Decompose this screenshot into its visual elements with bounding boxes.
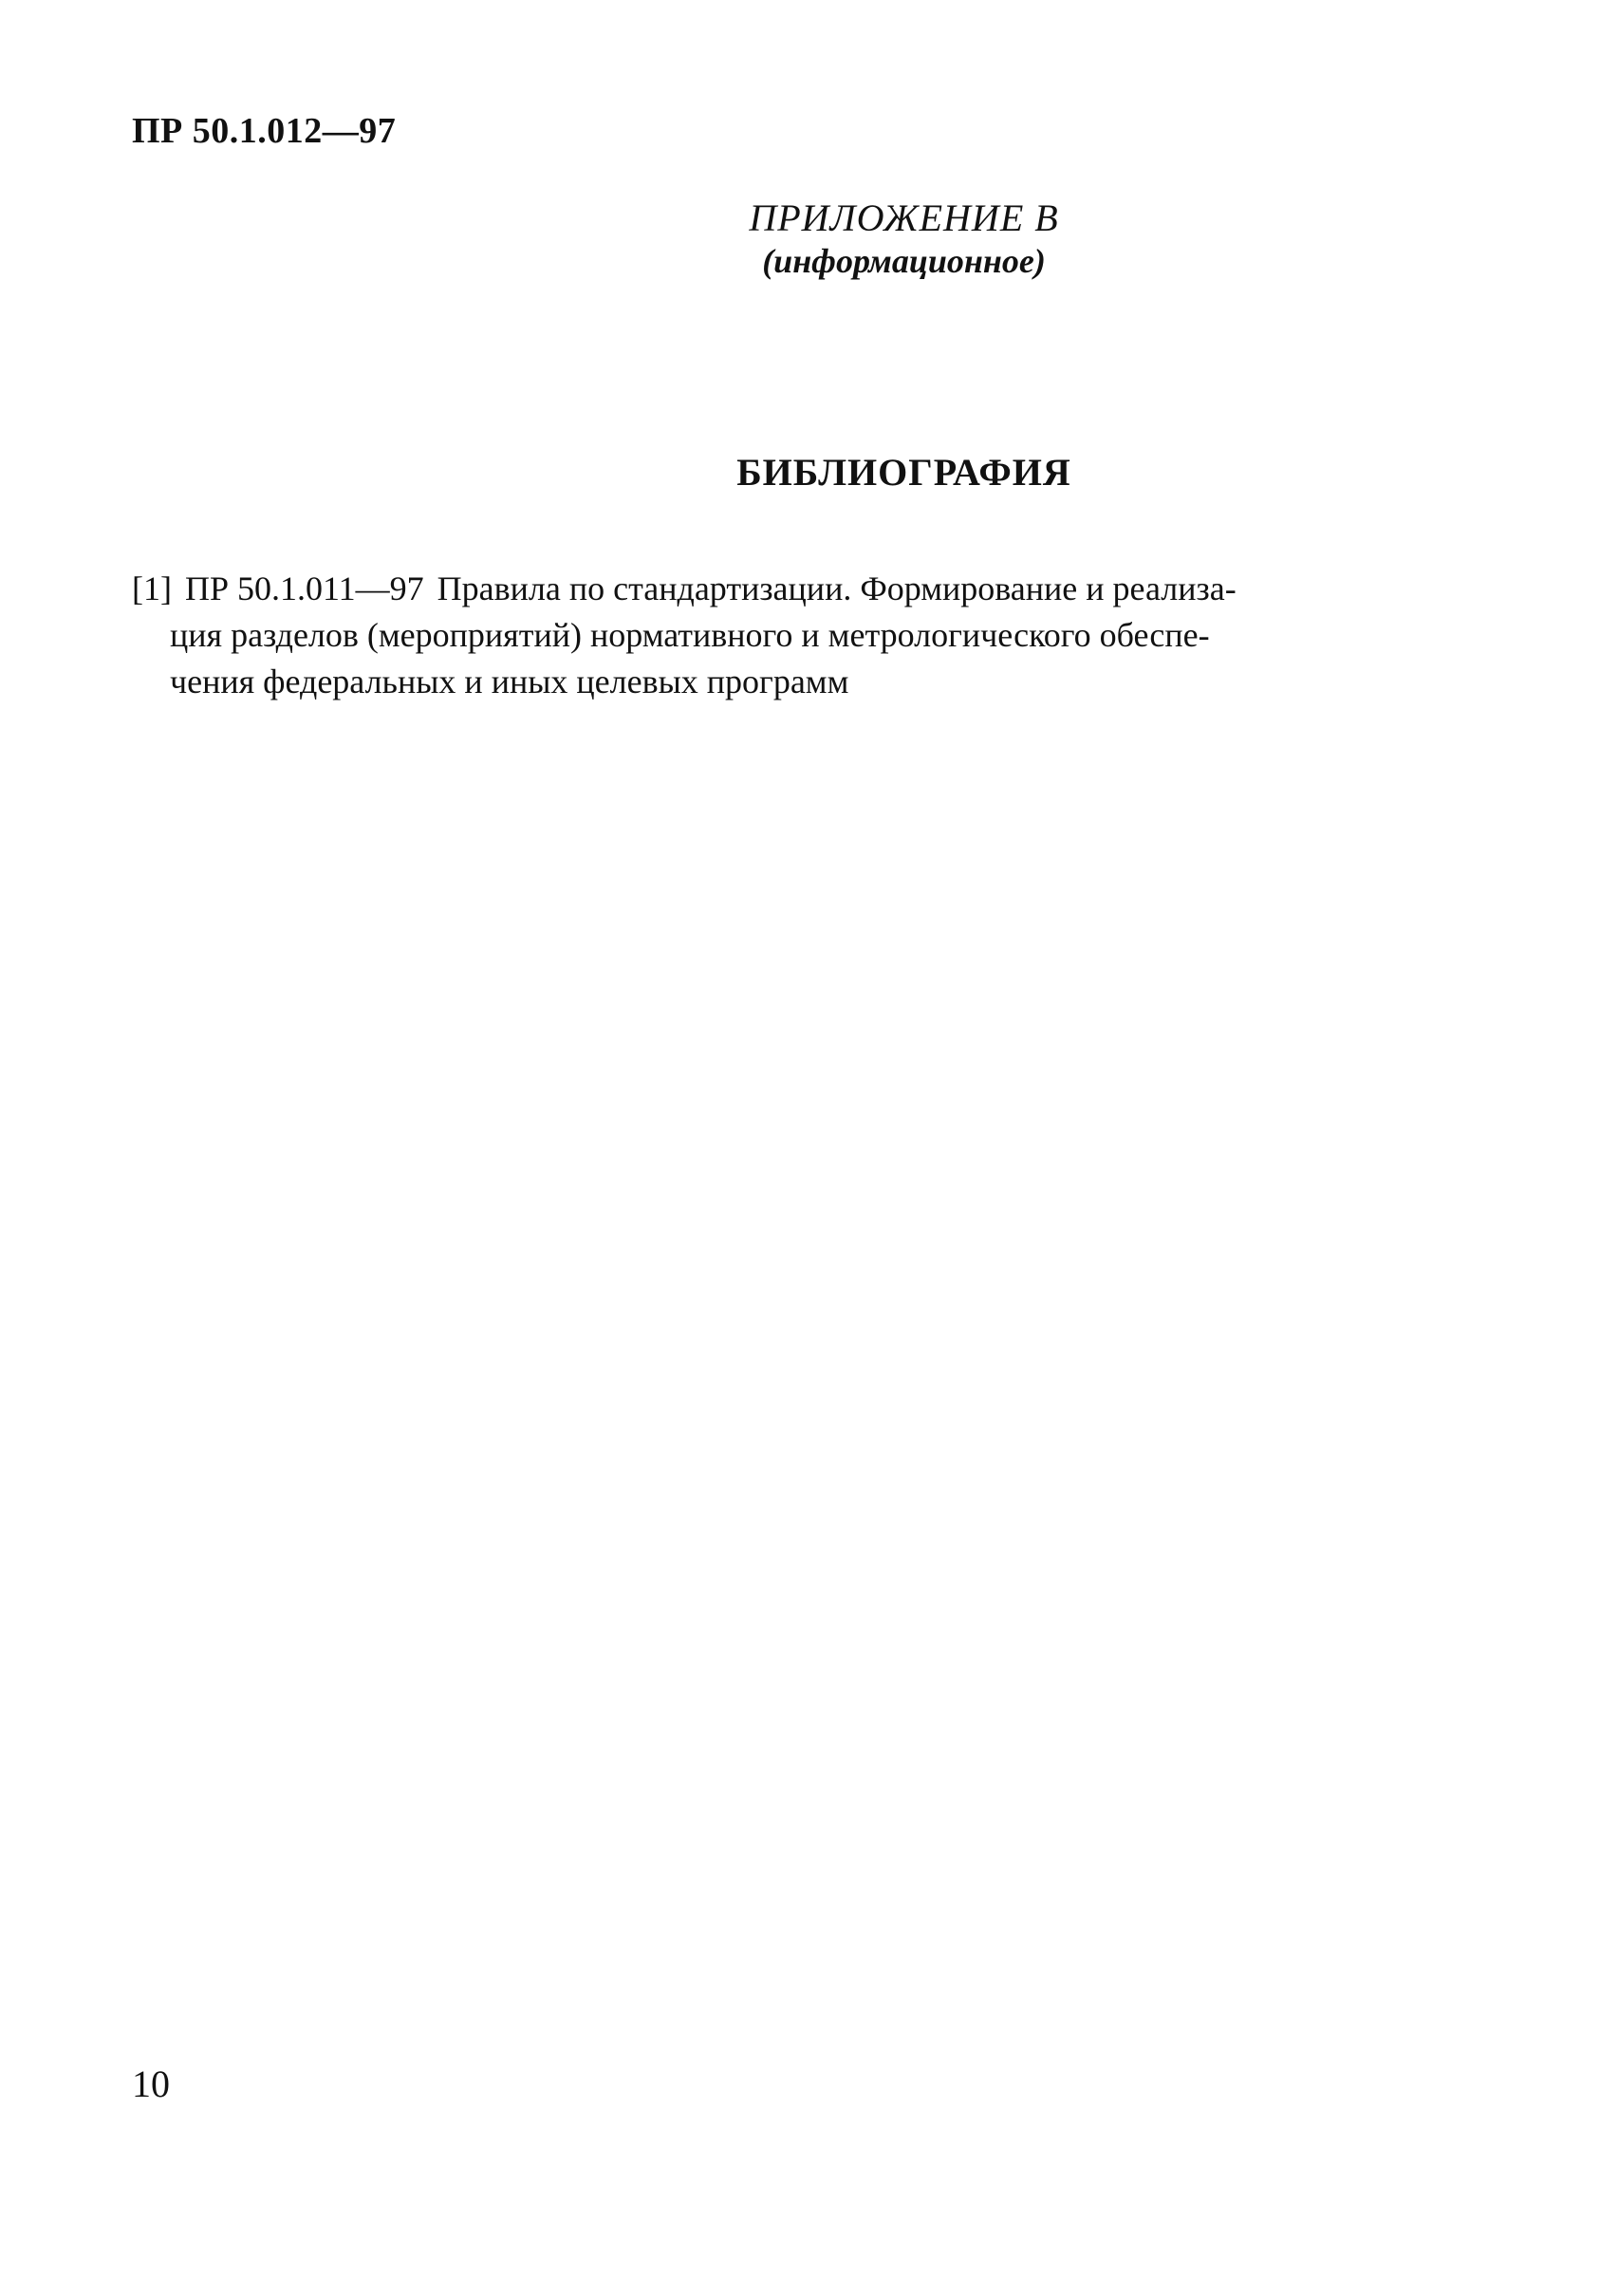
bibliography-entry-number: [1] (132, 569, 172, 607)
bibliography-entry-code: ПР 50.1.011—97 (184, 569, 424, 607)
bibliography-entry-text-line: чения федеральных и иных целевых программ (170, 663, 849, 700)
appendix-title: ПРИЛОЖЕНИЕ В (749, 196, 1059, 239)
bibliography-entry (132, 566, 1460, 705)
page-number: 10 (132, 2063, 170, 2105)
bibliography-entry-text-line: ция разделов (мероприятий) нормативного и метрологического обеспе- (170, 616, 1210, 654)
appendix-subtitle: (информационное) (762, 242, 1046, 280)
document-code: ПР 50.1.012—97 (132, 111, 397, 151)
section-heading: БИБЛИОГРАФИЯ (736, 451, 1071, 494)
bibliography-entry-text-line: Правила по стандартизации. Формирование и реализа- (437, 569, 1237, 607)
bibliography-entry-first-line (132, 566, 1460, 612)
